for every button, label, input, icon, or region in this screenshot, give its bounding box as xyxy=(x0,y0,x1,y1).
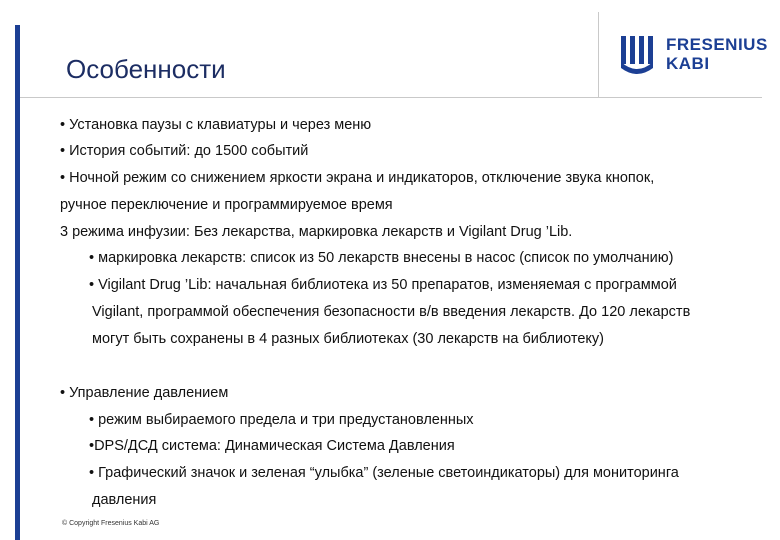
logo-text-line2: KABI xyxy=(666,54,710,73)
logo-text-line1: FRESENIUS xyxy=(666,35,768,54)
sub-bullet-vigilant: • Vigilant Drug ’Lib: начальная библиотека из 50 препаратов, изменяемая с программой xyxy=(89,277,677,293)
slide-title: Особенности xyxy=(66,54,226,84)
sub-bullet-smile-indicator-cont: давления xyxy=(92,492,157,508)
copyright-notice: © Copyright Fresenius Kabi AG xyxy=(62,520,160,527)
bullet-pause: • Установка паузы с клавиатуры и через меню xyxy=(60,117,372,133)
bullet-night-mode-cont: ручное переключение и программируемое время xyxy=(60,197,393,213)
sub-bullet-dps: •DPS/ДСД система: Динамическая Система Давления xyxy=(89,438,455,454)
header-divider-horizontal xyxy=(20,97,762,98)
fresenius-kabi-logo-icon xyxy=(620,34,660,74)
bullet-event-history: • История событий: до 1500 событий xyxy=(60,143,309,159)
accent-bar xyxy=(15,25,20,540)
sub-bullet-vigilant-cont2: могут быть сохранены в 4 разных библиотеках (30 лекарств на библиотеку) xyxy=(92,331,604,347)
header-divider-vertical xyxy=(598,12,599,98)
company-logo xyxy=(620,32,770,76)
sub-bullet-drug-labels: • маркировка лекарств: список из 50 лекарств внесены в насос (список по умолчанию) xyxy=(89,250,674,266)
bullet-night-mode: • Ночной режим со снижением яркости экрана и индикаторов, отключение звука кнопок, xyxy=(60,170,655,186)
sub-bullet-limit-mode: • режим выбираемого предела и три предустановленных xyxy=(89,412,474,428)
bullet-infusion-modes: 3 режима инфузии: Без лекарства, маркировка лекарств и Vigilant Drug ’Lib. xyxy=(60,224,573,240)
bullet-pressure-control: • Управление давлением xyxy=(60,385,229,401)
sub-bullet-smile-indicator: • Графический значок и зеленая “улыбка” (зеленые светоиндикаторы) для мониторинга xyxy=(89,465,679,481)
sub-bullet-vigilant-cont1: Vigilant, программой обеспечения безопасности в/в введения лекарств. До 120 лекарств xyxy=(92,304,691,320)
